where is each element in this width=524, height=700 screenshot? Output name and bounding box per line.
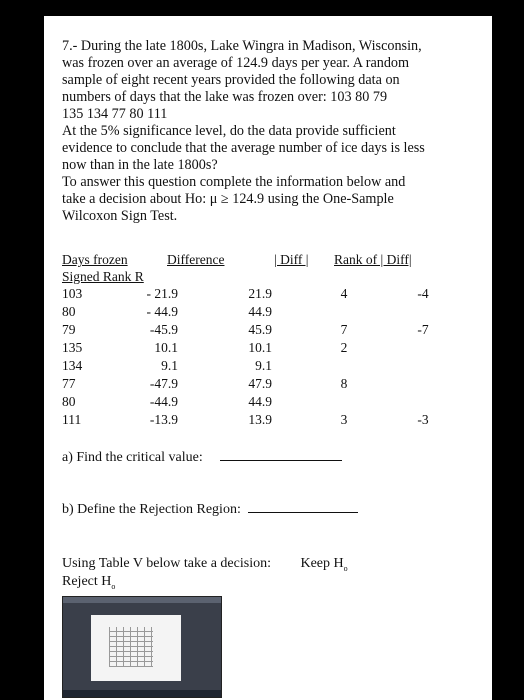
table-row — [62, 286, 482, 304]
problem-line: evidence to conclude that the average number of ice days is less — [62, 140, 425, 156]
cell-abs: 47.9 — [248, 376, 272, 391]
cell-abs: 44.9 — [248, 304, 272, 319]
table-header-row — [62, 252, 482, 269]
problem-line: 135 134 77 80 111 — [62, 106, 168, 122]
cell-diff: - 44.9 — [146, 304, 178, 319]
cell-rank: 2 — [340, 340, 348, 355]
question-b — [62, 500, 358, 518]
cell-abs: 9.1 — [255, 358, 272, 373]
thumbnail-document — [91, 615, 181, 681]
reject-label: Reject H — [62, 574, 112, 589]
question-a-label: a) Find the critical value: — [62, 450, 203, 465]
thumbnail-taskbar — [63, 690, 221, 697]
table-row — [62, 412, 482, 430]
header-difference: Difference — [167, 252, 225, 267]
cell-rank: 3 — [340, 412, 348, 427]
cell-days: 111 — [62, 412, 82, 427]
keep-sub: o — [343, 563, 348, 573]
thumbnail-toolbar — [63, 597, 221, 603]
cell-abs: 13.9 — [248, 412, 272, 427]
thumbnail-table-grid — [109, 627, 153, 667]
cell-days: 77 — [62, 376, 76, 391]
cell-diff: -13.9 — [149, 412, 178, 427]
keep-label: Keep H — [300, 556, 344, 571]
cell-days: 80 — [62, 304, 76, 319]
cell-signed: -3 — [417, 412, 429, 427]
header-days-frozen: Days frozen — [62, 252, 128, 267]
problem-line: At the 5% significance level, do the data provide sufficient — [62, 123, 396, 139]
reject-option[interactable] — [62, 574, 115, 591]
cell-days: 79 — [62, 322, 76, 337]
table-row — [62, 394, 482, 412]
cell-abs: 10.1 — [248, 340, 272, 355]
cell-rank: 7 — [340, 322, 348, 337]
rejection-region-blank[interactable] — [248, 500, 358, 513]
cell-diff: 9.1 — [161, 358, 178, 373]
problem-line: sample of eight recent years provided the following data on — [62, 72, 400, 88]
table-row — [62, 304, 482, 322]
decision-line — [62, 556, 348, 573]
cell-days: 135 — [62, 340, 83, 355]
cell-abs: 45.9 — [248, 322, 272, 337]
table-v-screenshot-thumbnail — [62, 596, 222, 698]
problem-line: take a decision about Ho: μ ≥ 124.9 using the One-Sample — [62, 191, 394, 207]
decision-label: Using Table V below take a decision: — [62, 556, 271, 571]
table-row — [62, 340, 482, 358]
table-row — [62, 322, 482, 340]
cell-days: 134 — [62, 358, 83, 373]
problem-line: Wilcoxon Sign Test. — [62, 208, 178, 224]
cell-days: 103 — [62, 286, 83, 301]
problem-line: was frozen over an average of 124.9 days per year. A random — [62, 55, 410, 71]
problem-line: 7.- During the late 1800s, Lake Wingra in Madison, Wisconsin, — [62, 38, 422, 54]
cell-rank: 4 — [340, 286, 348, 301]
table-header-row-2 — [62, 269, 482, 286]
cell-signed: -4 — [417, 286, 429, 301]
cell-rank: 8 — [340, 376, 348, 391]
table-row — [62, 358, 482, 376]
header-signed-rank: Signed Rank R — [62, 269, 144, 284]
keep-option[interactable] — [300, 556, 347, 571]
problem-statement — [62, 38, 484, 225]
cell-abs: 21.9 — [248, 286, 272, 301]
wilcoxon-table — [62, 252, 482, 430]
table-row — [62, 376, 482, 394]
cell-diff: - 21.9 — [146, 286, 178, 301]
cell-days: 80 — [62, 394, 76, 409]
reject-sub: o — [111, 581, 116, 591]
cell-diff: 10.1 — [154, 340, 178, 355]
cell-diff: -44.9 — [149, 394, 178, 409]
cell-diff: -45.9 — [149, 322, 178, 337]
problem-line: To answer this question complete the information below and — [62, 174, 406, 190]
cell-diff: -47.9 — [149, 376, 178, 391]
cell-abs: 44.9 — [248, 394, 272, 409]
worksheet-page — [44, 16, 492, 700]
cell-signed: -7 — [417, 322, 429, 337]
critical-value-blank[interactable] — [220, 448, 342, 461]
problem-line: numbers of days that the lake was frozen over: 103 80 79 — [62, 89, 388, 105]
problem-line: now than in the late 1800s? — [62, 157, 218, 173]
header-abs-diff: | Diff | — [274, 252, 309, 267]
header-rank: Rank of | Diff| — [334, 252, 412, 267]
question-a — [62, 448, 342, 466]
question-b-label: b) Define the Rejection Region: — [62, 502, 241, 517]
